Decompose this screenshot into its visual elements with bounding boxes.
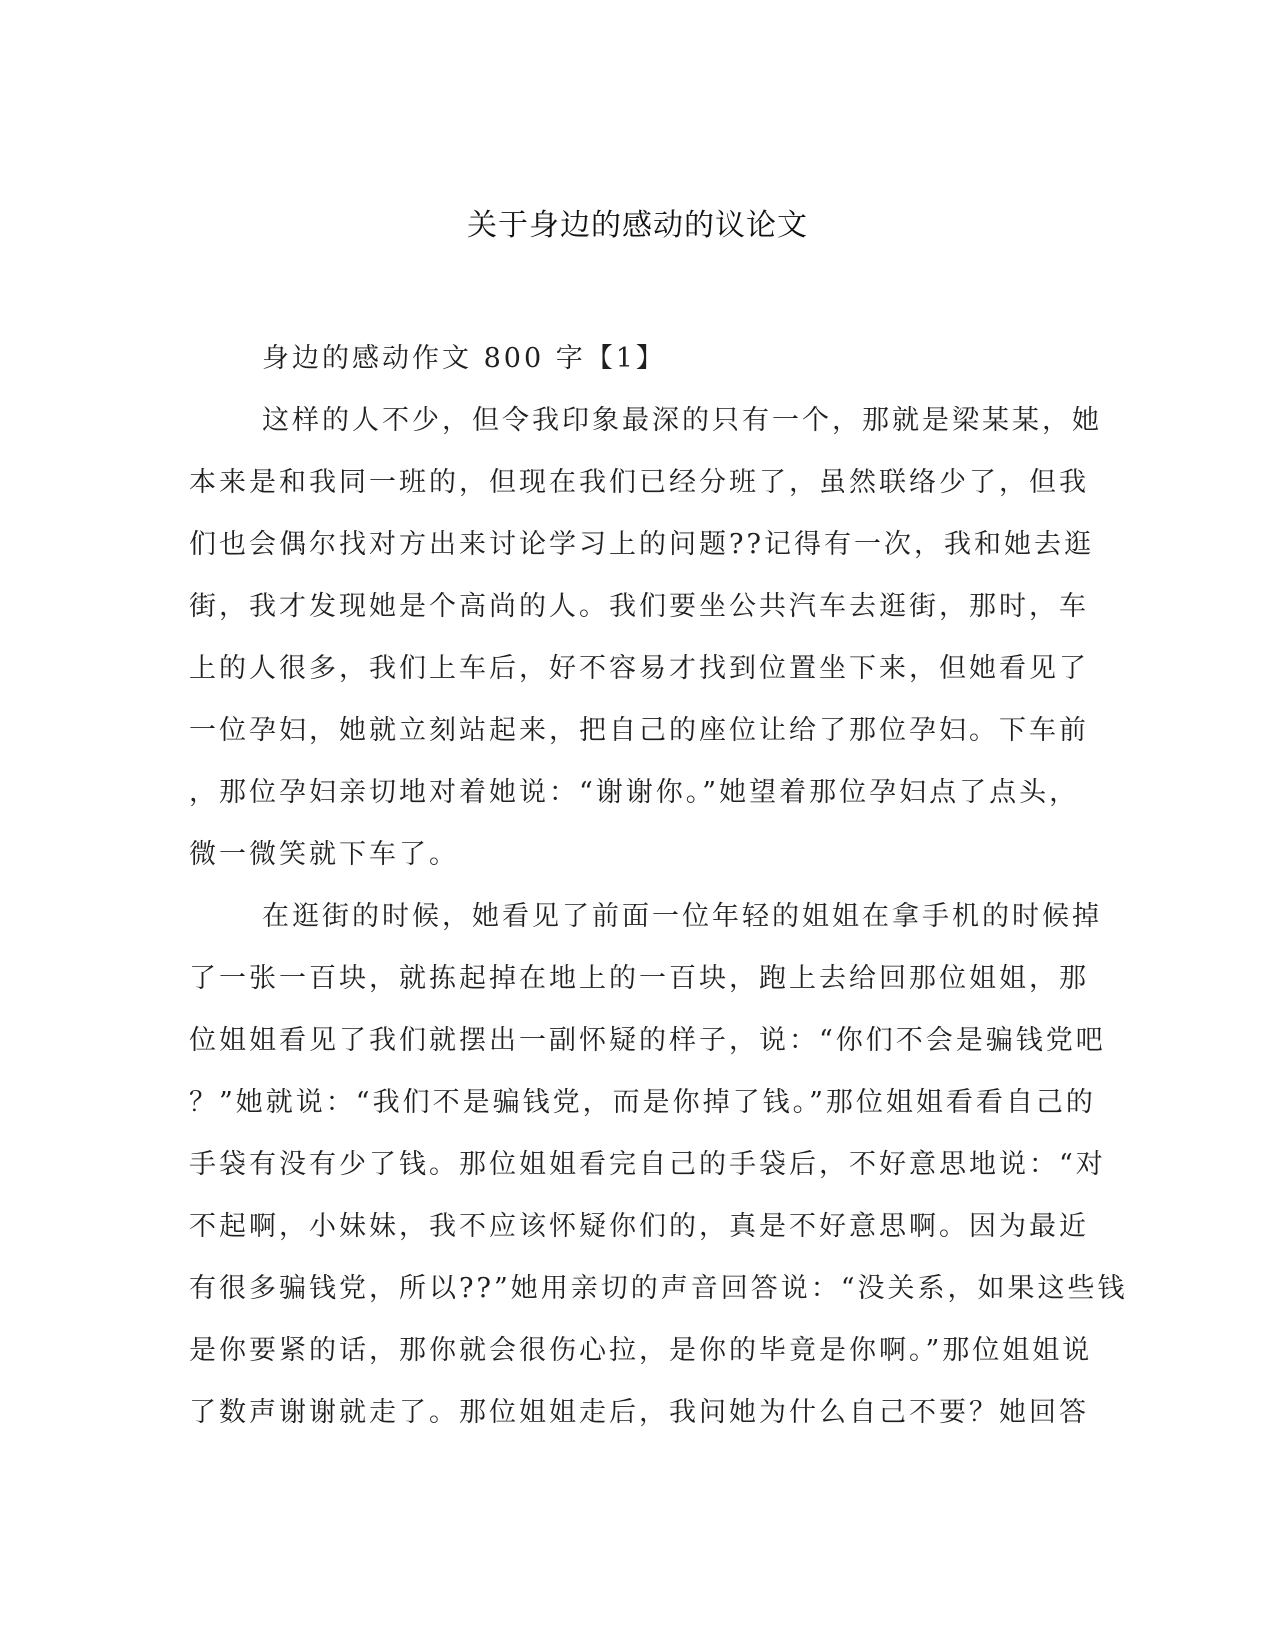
text-line: 本来是和我同一班的，但现在我们已经分班了，虽然联络少了，但我 bbox=[189, 467, 1089, 498]
document-title: 关于身边的感动的议论文 bbox=[467, 208, 808, 243]
text-line: 街，我才发现她是个高尚的人。我们要坐公共汽车去逛街，那时，车 bbox=[189, 591, 1089, 622]
text-line: 手袋有没有少了钱。那位姐姐看完自己的手袋后，不好意思地说：“对 bbox=[189, 1149, 1106, 1180]
text-line: 微一微笑就下车了。 bbox=[189, 839, 459, 870]
text-line: 上的人很多，我们上车后，好不容易才找到位置坐下来，但她看见了 bbox=[189, 653, 1089, 684]
text-line: 不起啊，小妹妹，我不应该怀疑你们的，真是不好意思啊。因为最近 bbox=[189, 1211, 1089, 1242]
text-line: 这样的人不少，但令我印象最深的只有一个，那就是梁某某，她 bbox=[262, 405, 1102, 436]
document-body bbox=[189, 328, 1128, 1444]
text-line: 们也会偶尔找对方出来讨论学习上的问题??记得有一次，我和她去逛 bbox=[189, 529, 1094, 560]
text-line: 了数声谢谢就走了。那位姐姐走后，我问她为什么自己不要？她回答 bbox=[189, 1397, 1089, 1428]
text-line: ？”她就说：“我们不是骗钱党，而是你掉了钱。”那位姐姐看看自己的 bbox=[189, 1087, 1096, 1118]
text-line: 在逛街的时候，她看见了前面一位年轻的姐姐在拿手机的时候掉 bbox=[262, 901, 1102, 932]
text-line: 一位孕妇，她就立刻站起来，把自己的座位让给了那位孕妇。下车前 bbox=[189, 715, 1089, 746]
text-line: 有很多骗钱党，所以??”她用亲切的声音回答说：“没关系，如果这些钱 bbox=[189, 1273, 1128, 1304]
text-line: 是你要紧的话，那你就会很伤心拉，是你的毕竟是你啊。”那位姐姐说 bbox=[189, 1335, 1093, 1366]
text-line: 了一张一百块，就拣起掉在地上的一百块，跑上去给回那位姐姐，那 bbox=[189, 963, 1089, 994]
text-line: ，那位孕妇亲切地对着她说：“谢谢你。”她望着那位孕妇点了点头， bbox=[189, 777, 1080, 808]
text-line: 位姐姐看见了我们就摆出一副怀疑的样子，说：“你们不会是骗钱党吧 bbox=[189, 1025, 1106, 1056]
text-line: 身边的感动作文 800 字【1】 bbox=[262, 343, 666, 374]
